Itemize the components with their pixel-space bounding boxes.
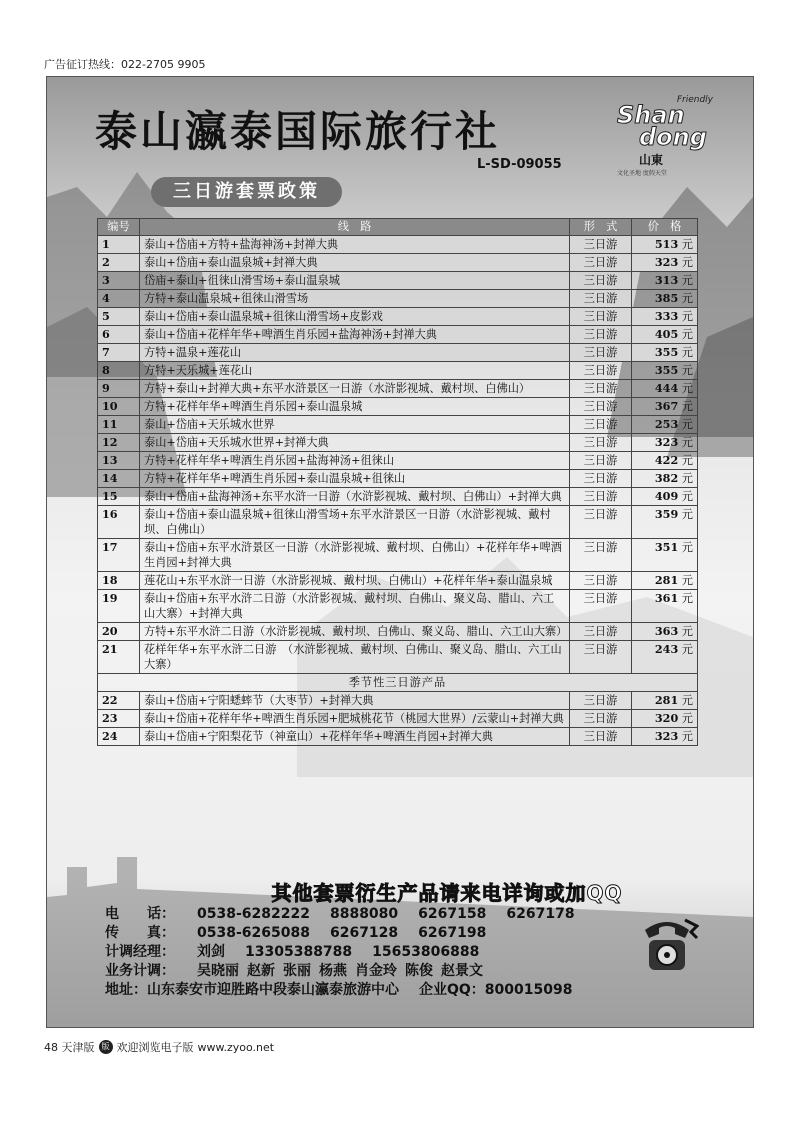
price-unit: 元 xyxy=(681,418,693,431)
route-price xyxy=(632,254,698,272)
route-description: 泰山+岱庙+东平水浒景区一日游（水浒影视城、戴村坝、白佛山）+花样年华+啤酒生肖园+封禅大典 xyxy=(140,539,570,572)
travel-ad xyxy=(46,76,754,1028)
price-value: 444 xyxy=(654,381,679,395)
table-header-row xyxy=(98,219,698,236)
route-price xyxy=(632,506,698,539)
price-value: 385 xyxy=(654,291,679,305)
route-number: 17 xyxy=(98,539,140,572)
route-type: 三日游 xyxy=(570,452,632,470)
route-type: 三日游 xyxy=(570,590,632,623)
phone-row: 电 话： 0538-6282222 8888080 6267158 6267178 xyxy=(105,906,575,922)
price-unit: 元 xyxy=(681,346,693,359)
address-row: 地址：山东泰安市迎胜路中段泰山瀛泰旅游中心 企业QQ：800015098 xyxy=(105,982,573,998)
route-number: 2 xyxy=(98,254,140,272)
route-number: 15 xyxy=(98,488,140,506)
price-value: 422 xyxy=(654,453,679,467)
route-type: 三日游 xyxy=(570,398,632,416)
license-number: L-SD-09055 xyxy=(477,157,562,172)
table-row xyxy=(98,506,698,539)
price-unit: 元 xyxy=(681,310,693,323)
route-number: 12 xyxy=(98,434,140,452)
table-row xyxy=(98,728,698,746)
route-description: 泰山+岱庙+泰山温泉城+徂徕山滑雪场+皮影戏 xyxy=(140,308,570,326)
route-description: 方特+花样年华+啤酒生肖乐园+泰山温泉城 xyxy=(140,398,570,416)
route-description: 泰山+岱庙+泰山温泉城+封禅大典 xyxy=(140,254,570,272)
route-number: 20 xyxy=(98,623,140,641)
table-row xyxy=(98,236,698,254)
route-price xyxy=(632,236,698,254)
route-description: 方特+温泉+莲花山 xyxy=(140,344,570,362)
page-footer: 48 天津版 版 欢迎浏览电子版 www.zyoo.net xyxy=(44,1040,275,1054)
price-unit: 元 xyxy=(681,730,693,743)
route-type: 三日游 xyxy=(570,290,632,308)
route-type: 三日游 xyxy=(570,344,632,362)
route-number: 3 xyxy=(98,272,140,290)
price-unit: 元 xyxy=(681,328,693,341)
price-unit: 元 xyxy=(681,454,693,467)
table-row xyxy=(98,254,698,272)
call-to-action: 其他套票衍生产品请来电详询或加QQ xyxy=(271,881,623,905)
price-unit: 元 xyxy=(681,238,693,251)
route-price xyxy=(632,692,698,710)
website-link[interactable]: www.zyoo.net xyxy=(197,1040,275,1054)
route-number: 14 xyxy=(98,470,140,488)
route-price xyxy=(632,728,698,746)
route-type: 三日游 xyxy=(570,572,632,590)
route-price xyxy=(632,272,698,290)
table-row xyxy=(98,692,698,710)
price-value: 313 xyxy=(654,273,679,287)
price-unit: 元 xyxy=(681,490,693,503)
route-type: 三日游 xyxy=(570,539,632,572)
route-description: 泰山+岱庙+花样年华+啤酒生肖乐园+肥城桃花节（桃园大世界）/云蒙山+封禅大典 xyxy=(140,710,570,728)
price-value: 361 xyxy=(654,591,679,605)
route-number: 9 xyxy=(98,380,140,398)
route-description: 泰山+岱庙+盐海神汤+东平水浒一日游（水浒影视城、戴村坝、白佛山）+封禅大典 xyxy=(140,488,570,506)
price-value: 409 xyxy=(654,489,679,503)
price-unit: 元 xyxy=(681,541,693,554)
price-value: 323 xyxy=(654,255,679,269)
price-value: 333 xyxy=(654,309,679,323)
table-row xyxy=(98,380,698,398)
price-value: 323 xyxy=(654,435,679,449)
price-unit: 元 xyxy=(681,256,693,269)
route-price xyxy=(632,488,698,506)
table-row xyxy=(98,308,698,326)
route-type: 三日游 xyxy=(570,488,632,506)
col-header-route: 线 路 xyxy=(140,219,570,236)
route-type: 三日游 xyxy=(570,326,632,344)
route-number: 1 xyxy=(98,236,140,254)
price-value: 355 xyxy=(654,345,679,359)
route-number: 21 xyxy=(98,641,140,674)
contact-block xyxy=(105,905,595,1000)
route-type: 三日游 xyxy=(570,710,632,728)
seasonal-section-row xyxy=(98,674,698,692)
route-type: 三日游 xyxy=(570,416,632,434)
route-number: 24 xyxy=(98,728,140,746)
route-number: 13 xyxy=(98,452,140,470)
col-header-number: 编号 xyxy=(98,219,140,236)
table-row xyxy=(98,416,698,434)
table-row xyxy=(98,290,698,308)
route-type: 三日游 xyxy=(570,623,632,641)
route-price xyxy=(632,590,698,623)
route-number: 22 xyxy=(98,692,140,710)
staff-row: 业务计调： 吴晓丽 赵新 张丽 杨燕 肖金玲 陈俊 赵景文 xyxy=(105,963,483,979)
route-price xyxy=(632,452,698,470)
route-price xyxy=(632,326,698,344)
route-description: 方特+东平水浒二日游（水浒影视城、戴村坝、白佛山、聚义岛、腊山、六工山大寨） xyxy=(140,623,570,641)
route-description: 泰山+岱庙+方特+盐海神汤+封禅大典 xyxy=(140,236,570,254)
route-type: 三日游 xyxy=(570,692,632,710)
agency-title: 泰山瀛泰国际旅行社 xyxy=(95,107,501,156)
route-price xyxy=(632,710,698,728)
price-unit: 元 xyxy=(681,574,693,587)
route-price xyxy=(632,362,698,380)
col-header-price: 价 格 xyxy=(632,219,698,236)
route-price xyxy=(632,416,698,434)
route-number: 7 xyxy=(98,344,140,362)
price-unit: 元 xyxy=(681,382,693,395)
price-unit: 元 xyxy=(681,400,693,413)
route-number: 16 xyxy=(98,506,140,539)
table-row xyxy=(98,470,698,488)
price-value: 243 xyxy=(654,642,679,656)
top-hotline: 广告征订热线：022-2705 9905 xyxy=(44,58,206,71)
table-row xyxy=(98,272,698,290)
route-description: 泰山+岱庙+东平水浒二日游（水浒影视城、戴村坝、白佛山、聚义岛、腊山、六工山大寨）+封禅大典 xyxy=(140,590,570,623)
table-row xyxy=(98,398,698,416)
price-value: 513 xyxy=(654,237,679,251)
route-type: 三日游 xyxy=(570,434,632,452)
shandong-brand-logo: Friendly Shan dong 山東 文化圣地 度假天堂 xyxy=(617,95,713,177)
route-price xyxy=(632,380,698,398)
route-description: 方特+泰山温泉城+徂徕山滑雪场 xyxy=(140,290,570,308)
table-row xyxy=(98,488,698,506)
table-row xyxy=(98,434,698,452)
price-unit: 元 xyxy=(681,625,693,638)
route-price xyxy=(632,344,698,362)
route-description: 花样年华+东平水浒二日游 （水浒影视城、戴村坝、白佛山、聚义岛、腊山、六工山大寨） xyxy=(140,641,570,674)
price-value: 351 xyxy=(654,540,679,554)
route-type: 三日游 xyxy=(570,728,632,746)
table-row xyxy=(98,326,698,344)
price-value: 382 xyxy=(654,471,679,485)
route-type: 三日游 xyxy=(570,506,632,539)
tour-rows xyxy=(98,236,698,746)
table-row xyxy=(98,344,698,362)
edition-badge-icon: 版 xyxy=(99,1040,113,1054)
route-type: 三日游 xyxy=(570,254,632,272)
route-description: 方特+泰山+封禅大典+东平水浒景区一日游（水浒影视城、戴村坝、白佛山） xyxy=(140,380,570,398)
route-type: 三日游 xyxy=(570,362,632,380)
price-value: 323 xyxy=(654,729,679,743)
route-price xyxy=(632,623,698,641)
route-description: 泰山+岱庙+花样年华+啤酒生肖乐园+盐海神汤+封禅大典 xyxy=(140,326,570,344)
route-description: 泰山+岱庙+天乐城水世界 xyxy=(140,416,570,434)
price-value: 281 xyxy=(654,573,679,587)
price-unit: 元 xyxy=(681,292,693,305)
price-unit: 元 xyxy=(681,436,693,449)
route-number: 19 xyxy=(98,590,140,623)
route-type: 三日游 xyxy=(570,272,632,290)
route-number: 4 xyxy=(98,290,140,308)
route-description: 泰山+岱庙+泰山温泉城+徂徕山滑雪场+东平水浒景区一日游（水浒影视城、戴村坝、白佛山） xyxy=(140,506,570,539)
price-unit: 元 xyxy=(681,274,693,287)
route-description: 泰山+岱庙+宁阳梨花节（神童山）+花样年华+啤酒生肖园+封禅大典 xyxy=(140,728,570,746)
price-value: 405 xyxy=(654,327,679,341)
route-number: 6 xyxy=(98,326,140,344)
price-unit: 元 xyxy=(681,364,693,377)
route-type: 三日游 xyxy=(570,641,632,674)
route-number: 5 xyxy=(98,308,140,326)
table-row xyxy=(98,710,698,728)
table-row xyxy=(98,539,698,572)
route-number: 11 xyxy=(98,416,140,434)
table-row xyxy=(98,641,698,674)
route-description: 方特+天乐城+莲花山 xyxy=(140,362,570,380)
telephone-icon xyxy=(635,912,699,978)
route-price xyxy=(632,641,698,674)
route-price xyxy=(632,308,698,326)
price-unit: 元 xyxy=(681,694,693,707)
col-header-type: 形 式 xyxy=(570,219,632,236)
route-description: 岱庙+泰山+徂徕山滑雪场+泰山温泉城 xyxy=(140,272,570,290)
tour-table xyxy=(97,218,698,746)
route-price xyxy=(632,539,698,572)
route-number: 8 xyxy=(98,362,140,380)
price-unit: 元 xyxy=(681,508,693,521)
route-number: 10 xyxy=(98,398,140,416)
ticket-policy-subtitle: 三日游套票政策 xyxy=(151,177,342,207)
route-price xyxy=(632,572,698,590)
route-price xyxy=(632,434,698,452)
route-description: 方特+花样年华+啤酒生肖乐园+盐海神汤+徂徕山 xyxy=(140,452,570,470)
price-unit: 元 xyxy=(681,712,693,725)
route-type: 三日游 xyxy=(570,380,632,398)
price-unit: 元 xyxy=(681,643,693,656)
route-description: 泰山+岱庙+宁阳蟋蟀节（大枣节）+封禅大典 xyxy=(140,692,570,710)
price-value: 320 xyxy=(654,711,679,725)
table-row xyxy=(98,452,698,470)
price-value: 253 xyxy=(654,417,679,431)
price-unit: 元 xyxy=(681,592,693,605)
route-number: 18 xyxy=(98,572,140,590)
price-value: 281 xyxy=(654,693,679,707)
seasonal-section-label: 季节性三日游产品 xyxy=(98,674,698,692)
route-price xyxy=(632,398,698,416)
route-price xyxy=(632,470,698,488)
route-type: 三日游 xyxy=(570,308,632,326)
table-row xyxy=(98,362,698,380)
route-type: 三日游 xyxy=(570,470,632,488)
table-row xyxy=(98,590,698,623)
route-description: 泰山+岱庙+天乐城水世界+封禅大典 xyxy=(140,434,570,452)
table-row xyxy=(98,572,698,590)
table-row xyxy=(98,623,698,641)
route-description: 莲花山+东平水浒一日游（水浒影视城、戴村坝、白佛山）+花样年华+泰山温泉城 xyxy=(140,572,570,590)
price-value: 363 xyxy=(654,624,679,638)
route-type: 三日游 xyxy=(570,236,632,254)
fax-row: 传 真： 0538-6265088 6267128 6267198 xyxy=(105,925,487,941)
price-value: 355 xyxy=(654,363,679,377)
route-number: 23 xyxy=(98,710,140,728)
route-price xyxy=(632,290,698,308)
price-unit: 元 xyxy=(681,472,693,485)
route-description: 方特+花样年华+啤酒生肖乐园+泰山温泉城+徂徕山 xyxy=(140,470,570,488)
price-value: 359 xyxy=(654,507,679,521)
manager-row: 计调经理： 刘剑 13305388788 15653806888 xyxy=(105,944,480,960)
price-value: 367 xyxy=(654,399,679,413)
